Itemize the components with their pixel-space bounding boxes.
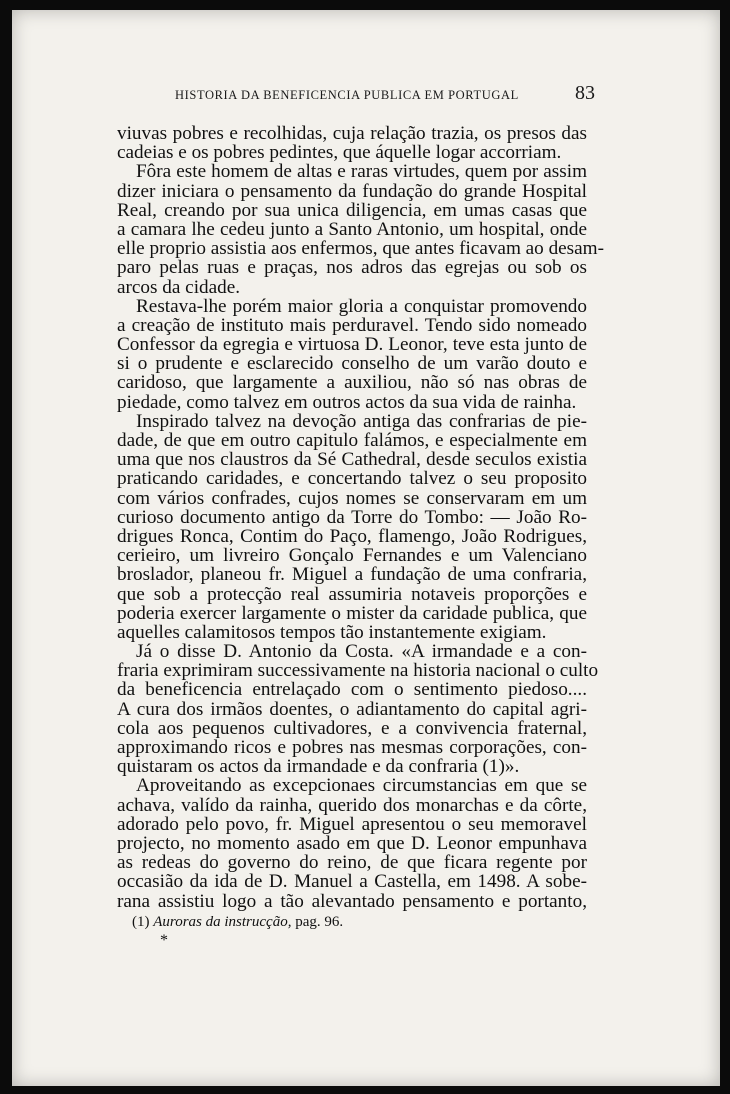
text-line: Inspirado talvez na devoção antiga das confrarias de pie-	[136, 410, 587, 432]
text-line: si o prudente e esclarecido conselho de um varão douto e	[117, 353, 587, 375]
text-line: quistaram os actos da irmandade e da confraria (1)».	[117, 756, 520, 778]
text-line: paro pelas ruas e praças, nos adros das egrejas ou sob os	[117, 257, 587, 279]
running-title: HISTORIA DA BENEFICENCIA PUBLICA EM PORTUGAL	[175, 88, 519, 102]
text-line: elle proprio assistia aos enfermos, que antes ficavam ao desam-	[117, 238, 604, 260]
text-line: projecto, no momento asado em que D. Leonor empunhava	[117, 832, 587, 854]
text-line: broslador, planeou fr. Miguel a fundação de uma confraria,	[117, 564, 587, 586]
text-line: poderia exercer largamente o mister da caridade publica, que	[117, 602, 587, 624]
footnote-marker: (1)	[132, 914, 150, 930]
text-line: a camara lhe cedeu junto a Santo Antonio, um hospital, onde	[117, 218, 587, 240]
text-line: viuvas pobres e recolhidas, cuja relação trazia, os presos das	[117, 123, 587, 144]
text-line: adorado pelo povo, fr. Miguel apresentou o seu memoravel	[117, 813, 587, 835]
text-line: A cura dos irmãos doentes, o adiantamento do capital agri-	[117, 698, 587, 720]
text-line: rana assistiu logo a tão alevantado pensamento e portanto,	[117, 890, 587, 912]
text-line: cerieiro, um livreiro Gonçalo Fernandes e um Valenciano	[117, 545, 587, 567]
text-line: caridoso, que largamente a auxiliou, não só nas obras de	[117, 372, 587, 394]
text-line: approximando ricos e pobres nas mesmas corporações, con-	[117, 737, 587, 758]
text-line: dade, de que em outro capitulo falámos, e especialmente em	[117, 430, 587, 451]
text-line: uma que nos claustros da Sé Cathedral, desde seculos existia	[117, 449, 587, 471]
text-line: as redeas do governo do reino, de que ficara regente por	[117, 852, 587, 874]
text-line: cadeias e os pobres pedintes, que áquelle logar accorriam.	[117, 142, 562, 164]
text-line: aquelles calamitosos tempos tão instantemente exigiam.	[117, 621, 547, 643]
text-line: piedade, como talvez em outros actos da sua vida de rainha.	[117, 391, 577, 413]
text-line: drigues Ronca, Contim do Paço, flamengo, João Rodrigues,	[117, 525, 587, 547]
text-line: curioso documento antigo da Torre do Tombo: — João Ro-	[117, 506, 587, 528]
text-line: da beneficencia entrelaçado com o sentimento piedoso....	[117, 679, 587, 701]
text-line: achava, valído da rainha, querido dos monarchas e da côrte,	[117, 794, 587, 816]
signature-mark: *	[160, 932, 168, 949]
text-line: fraria exprimiram successivamente na historia nacional o culto	[117, 660, 599, 682]
text-line: dizer iniciara o pensamento da fundação do grande Hospital	[117, 180, 587, 202]
text-line: Fôra este homem de altas e raras virtudes, quem por assim	[136, 161, 587, 183]
text-line: arcos da cidade.	[117, 276, 241, 298]
text-line: que sob a protecção real assumiria notaveis proporções e	[117, 583, 587, 605]
footnote	[132, 914, 343, 931]
text-line: Real, creando por sua unica diligencia, em umas casas que	[117, 199, 587, 221]
text-line: a creação de instituto mais perduravel. Tendo sido nomeado	[117, 314, 587, 336]
footnote-page-ref: pag. 96.	[295, 914, 344, 930]
body-text	[117, 123, 604, 912]
text-line: praticando caridades, e concertando talvez o seu proposito	[117, 468, 587, 490]
text-line: cola aos pequenos cultivadores, e a convivencia fraternal,	[117, 717, 587, 739]
page-header	[175, 84, 595, 110]
text-line: Restava-lhe porém maior gloria a conquistar promovendo	[136, 295, 587, 317]
page-number: 83	[575, 82, 595, 104]
text-line: Aproveitando as excepcionaes circumstancias em que se	[136, 775, 587, 797]
text-line: occasião da ida de D. Manuel a Castella, em 1498. A sobe-	[117, 871, 587, 893]
text-line: Confessor da egregia e virtuosa D. Leonor, teve esta junto de	[117, 334, 587, 356]
footnote-title: Auroras da instrucção,	[153, 914, 292, 930]
text-line: Já o disse D. Antonio da Costa. «A irmandade e a con-	[136, 641, 587, 663]
text-line: com vários confrades, cujos nomes se conservaram em um	[117, 487, 587, 509]
